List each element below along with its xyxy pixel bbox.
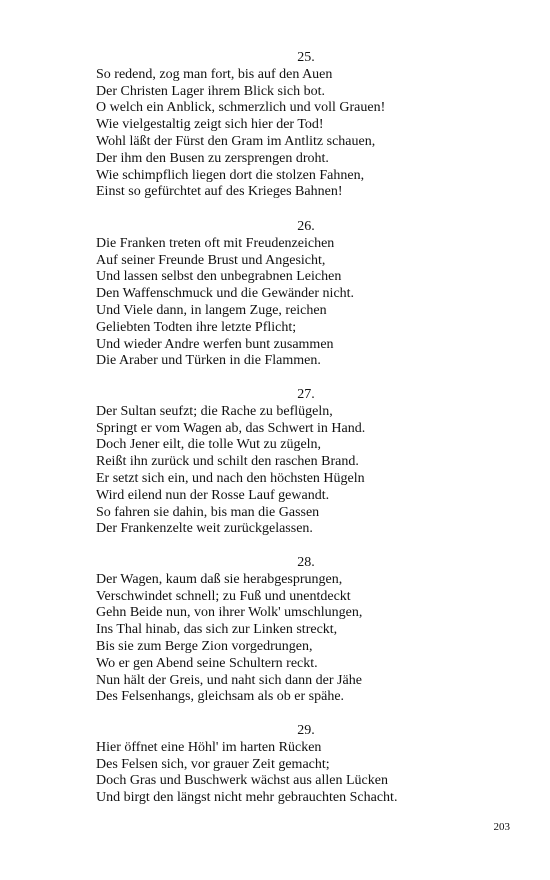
verse-line: Reißt ihn zurück und schilt den raschen Brand. <box>96 454 359 470</box>
verse-line: Geliebten Todten ihre letzte Pflicht; <box>96 319 297 335</box>
verse-line: Des Felsenhangs, gleichsam als ob er spähe. <box>96 689 345 705</box>
verse-line: Und wieder Andre werfen bunt zusammen <box>96 336 334 352</box>
verse-line: Einst so gefürchtet auf des Krieges Bahnen! <box>96 184 343 200</box>
verse-line: So fahren sie dahin, bis man die Gassen <box>96 504 320 520</box>
verse-line: Wie schimpflich liegen dort die stolzen Fahnen, <box>96 167 365 183</box>
verse-line: Und Viele dann, in langem Zuge, reichen <box>96 302 327 318</box>
verse-line: Bis sie zum Berge Zion vorgedrungen, <box>96 638 313 654</box>
stanza-number: 27. <box>297 387 315 402</box>
stanza-26 <box>96 219 516 370</box>
verse-line: Doch Gras und Buschwerk wächst aus allen Lücken <box>96 773 388 789</box>
verse-line: Nun hält der Greis, und naht sich dann der Jähe <box>96 672 362 688</box>
verse-line: Und birgt den längst nicht mehr gebrauchten Schacht. <box>96 790 398 806</box>
verse-line: Wie vielgestaltig zeigt sich hier der Tod! <box>96 117 324 133</box>
verse-line: Gehn Beide nun, von ihrer Wolk' umschlungen, <box>96 605 363 621</box>
verse-line: Und lassen selbst den unbegrabnen Leichen <box>96 269 342 285</box>
verse-line: Die Araber und Türken in die Flammen. <box>96 353 321 369</box>
verse-line: Doch Jener eilt, die tolle Wut zu zügeln, <box>96 437 322 453</box>
stanza-29 <box>96 723 516 807</box>
stanza-25 <box>96 50 516 201</box>
stanza-number: 25. <box>297 50 315 65</box>
verse-line: Auf seiner Freunde Brust und Angesicht, <box>96 252 326 268</box>
verse-line: Der Sultan seufzt; die Rache zu beflügeln, <box>96 403 333 419</box>
verse-line: Verschwindet schnell; zu Fuß und unentdeckt <box>96 588 351 604</box>
verse-line: So redend, zog man fort, bis auf den Auen <box>96 66 333 82</box>
verse-line: Er setzt sich ein, und nach den höchsten Hügeln <box>96 470 365 486</box>
verse-line: Hier öffnet eine Höhl' im harten Rücken <box>96 739 322 755</box>
verse-line: Wo er gen Abend seine Schultern reckt. <box>96 655 318 671</box>
stanza-number: 26. <box>297 219 315 234</box>
verse-line: Springt er vom Wagen ab, das Schwert in Hand. <box>96 420 366 436</box>
verse-line: Die Franken treten oft mit Freudenzeichen <box>96 235 335 251</box>
verse-line: Der Frankenzelte weit zurückgelassen. <box>96 521 313 537</box>
verse-line: Der Wagen, kaum daß sie herabgesprungen, <box>96 571 343 587</box>
stanza-number: 28. <box>297 555 315 570</box>
verse-line: Wird eilend nun der Rosse Lauf gewandt. <box>96 487 330 503</box>
verse-line: Den Waffenschmuck und die Gewänder nicht. <box>96 286 355 302</box>
stanza-number: 29. <box>297 723 315 738</box>
verse-line: Der ihm den Busen zu zersprengen droht. <box>96 150 329 166</box>
verse-line: O welch ein Anblick, schmerzlich und voll Grauen! <box>96 100 386 116</box>
verse-line: Ins Thal hinab, das sich zur Linken streckt, <box>96 622 338 638</box>
verse-line: Des Felsen sich, vor grauer Zeit gemacht; <box>96 756 330 772</box>
stanza-27 <box>96 387 516 538</box>
page-number: 203 <box>493 821 510 833</box>
stanza-28 <box>96 555 516 706</box>
verse-line: Der Christen Lager ihrem Blick sich bot. <box>96 83 325 99</box>
verse-line: Wohl läßt der Fürst den Gram im Antlitz schauen, <box>96 133 376 149</box>
